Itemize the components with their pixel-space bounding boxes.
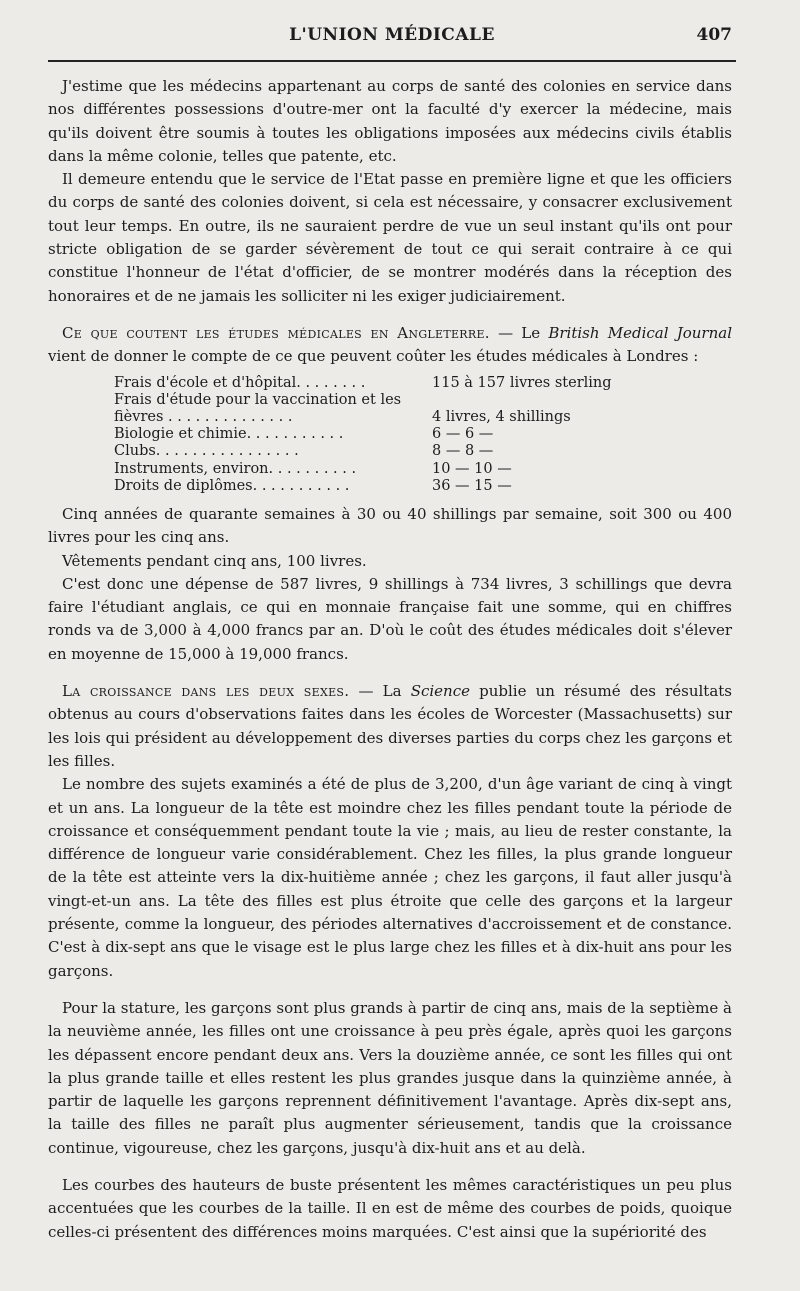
cost-row — [114, 375, 732, 392]
paragraph: Il demeure entendu que le service de l'Etat passe en première ligne et que les officiers du corps de santé des colonies doivent, si cela est nécessaire, y consacrer exclusivement tout leur temps. En outre, ils ne sauraient perdre de vue un seul instant qu'ils ont pour stricte obligation de se garder sévèrement de tout ce qui serait contraire à ce qui constitue l'honneur de l'état d'officier, de se montrer modérés dans la réception des honoraires et de ne jamais les solliciter ni les exiger judiciairement. — [48, 170, 732, 305]
section-growth-intro — [48, 680, 732, 773]
cost-row — [114, 443, 732, 460]
heading-dash: — La — [349, 682, 411, 701]
paragraph: J'estime que les médecins appartenant au corps de santé des colonies en service dans nos différentes possessions d'outre-mer ont la faculté d'y exercer la médecine, mais qu'ils doivent être soumis à toutes les obligations imposées aux médecins civils établis dans la même colonie, telles que patente, etc. — [48, 77, 732, 165]
paragraph: Cinq années de quarante semaines à 30 ou 40 shillings par semaine, soit 300 ou 400 livres pour les cinq ans. — [48, 504, 732, 547]
cost-label: Droits de diplômes. . . . . . . . . . . — [114, 477, 350, 494]
journal-name: Science — [410, 682, 470, 701]
cost-amount: 6 — 6 — — [432, 426, 494, 443]
journal-name: British Medical Journal — [548, 323, 732, 342]
section-text: vient de donner le compte de ce que peuvent coûter les études médicales à Londres : — [48, 347, 699, 366]
paragraph: Les courbes des hauteurs de buste présentent les mêmes caractéristiques un peu plus accentuées que les courbes de la taille. Il en est de même des courbes de poids, quoique celles-ci présentent des différences moins marquées. C'est ainsi que la supériorité des — [48, 1176, 732, 1241]
cost-amount: 8 — 8 — — [432, 443, 494, 460]
section-costs-intro — [48, 322, 732, 369]
cost-label: Clubs. . . . . . . . . . . . . . . . — [114, 443, 299, 460]
header-rule — [48, 60, 736, 62]
article-body — [48, 75, 732, 1244]
cost-label: Frais d'étude pour la vaccination et les — [114, 391, 402, 408]
cost-amount: 36 — 15 — — [432, 477, 512, 494]
cost-amount: 115 à 157 livres sterling — [432, 374, 612, 391]
cost-row — [114, 426, 732, 443]
cost-label: Instruments, environ. . . . . . . . . . — [114, 460, 357, 477]
heading-dash: — Le — [489, 323, 549, 342]
cost-label: fièvres . . . . . . . . . . . . . . — [114, 408, 293, 425]
section-text: publie un résumé des résultats obtenus au cours d'observations faites dans les écoles de Worcester (Massachusetts) sur les lois qui président au développement des diverses parties du corps chez les garçons et les filles. — [48, 682, 732, 770]
running-title: L'UNION MÉDICALE — [289, 25, 495, 45]
cost-label: Frais d'école et d'hôpital. . . . . . . . — [114, 374, 366, 391]
paragraph: Le nombre des sujets examinés a été de plus de 3,200, d'un âge variant de cinq à vingt et un ans. La longueur de la tête est moindre chez les filles pendant toute la période de croissance et conséquemment pendant toute la vie ; mais, au lieu de rester constante, la différence de longueur varie considérablement. Chez les filles, la plus grande longueur de la tête est atteinte vers la dix-huitième année ; chez les garçons, il faut aller jusqu'à vingt-et-un ans. La tête des filles est plus étroite que celle des garçons et la largeur présente, comme la longueur, des périodes alternatives d'accroissement et de constance. C'est à dix-sept ans que le visage est le plus large chez les filles et à dix-huit ans pour les garçons. — [48, 775, 732, 980]
cost-row — [114, 461, 732, 478]
paragraph: Vêtements pendant cinq ans, 100 livres. — [62, 551, 367, 570]
cost-row — [114, 409, 732, 426]
cost-amount: 4 livres, 4 shillings — [432, 408, 571, 425]
paragraph: C'est donc une dépense de 587 livres, 9 shillings à 734 livres, 3 schillings que devra faire l'étudiant anglais, ce qui en monnaie française fait une somme, qui en chiffres ronds va de 3,000 à 4,000 francs par an. D'où le coût des études médicales doit s'élever en moyenne de 15,000 à 19,000 francs. — [48, 574, 732, 663]
cost-table — [114, 375, 732, 495]
cost-label: Biologie et chimie. . . . . . . . . . . — [114, 426, 344, 443]
paragraph: Pour la stature, les garçons sont plus grands à partir de cinq ans, mais de la septième à la neuvième année, les filles ont une croissance à peu près égale, après quoi les garçons les dépassent encore pendant deux ans. Vers la douzième année, ce sont les filles qui ont la plus grande taille et elles restent les plus grandes jusque dans la quinzième année, à partir de laquelle les garçons reprennent définitivement l'avantage. Après dix-sept ans, la taille des filles ne paraît plus augmenter sérieusement, tandis que la croissance continue, vigoureuse, chez les garçons, jusqu'à dix-huit ans et au delà. — [48, 998, 732, 1157]
cost-amount: 10 — 10 — — [432, 460, 512, 477]
page-number: 407 — [696, 25, 732, 45]
section-heading: La croissance dans les deux sexes. — [62, 682, 350, 701]
page-header — [52, 25, 732, 53]
cost-row — [114, 392, 732, 409]
section-heading: Ce que coutent les études médicales en Angleterre. — [62, 323, 490, 342]
cost-row — [114, 478, 732, 495]
